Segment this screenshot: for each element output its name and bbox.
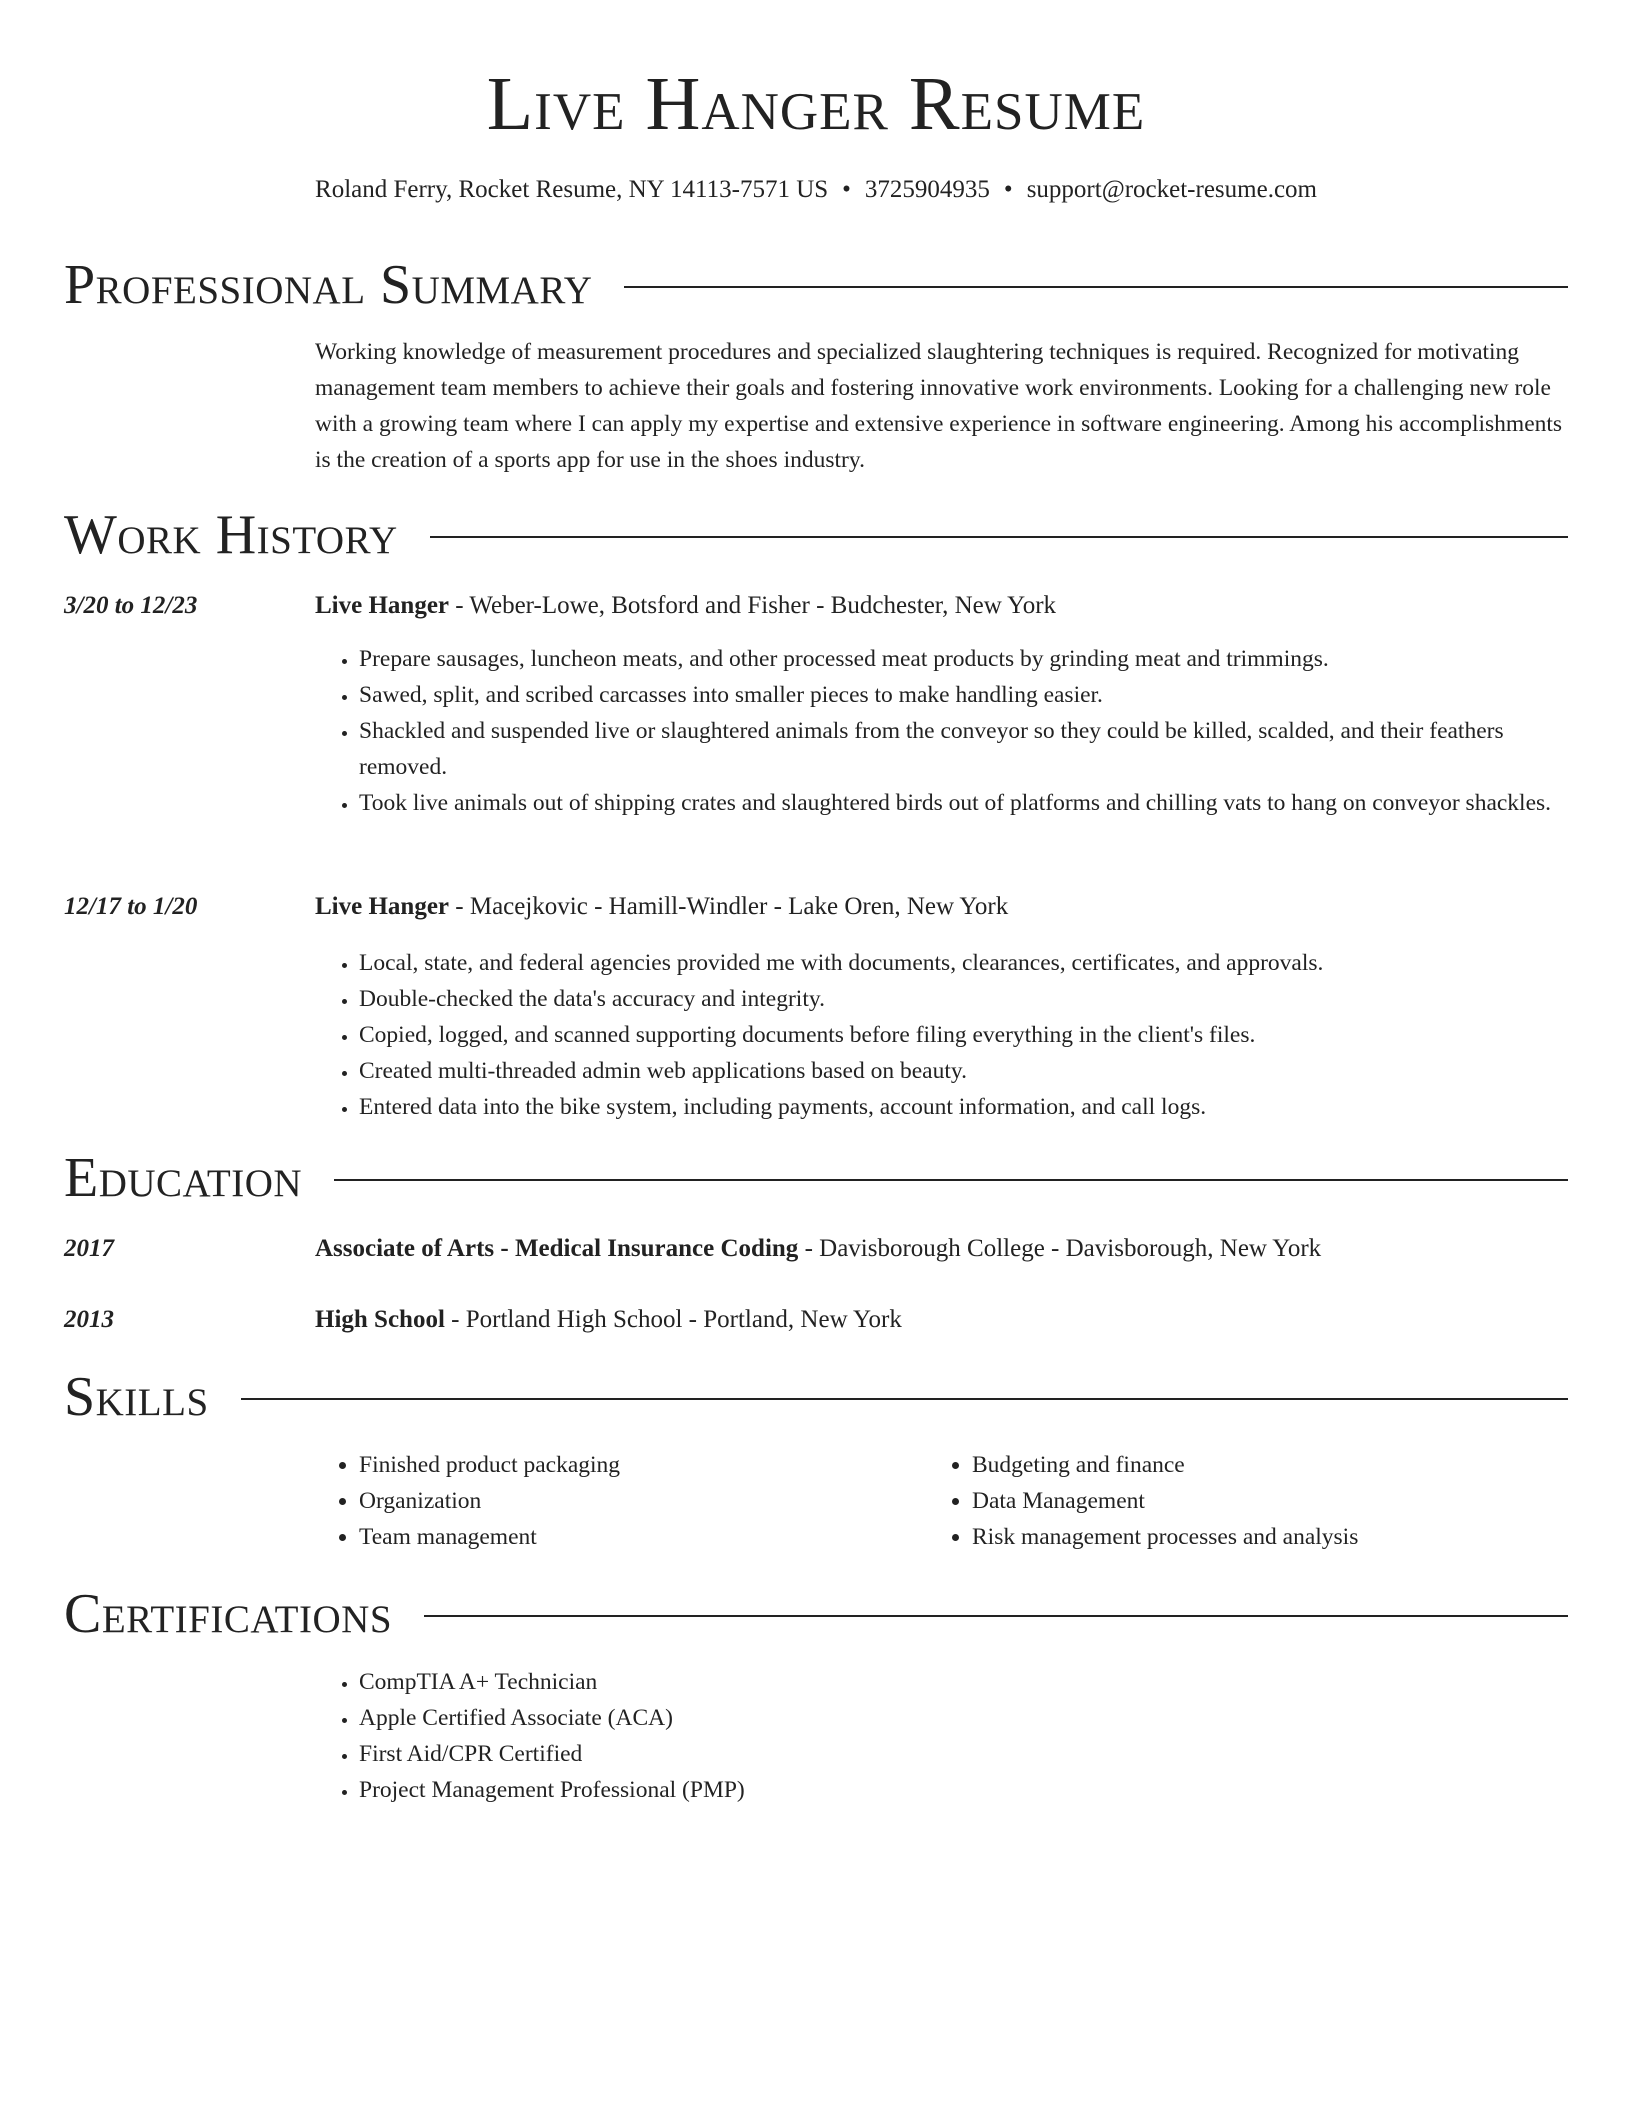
list-item: • Double-checked the data's accuracy and integrity. xyxy=(359,981,1568,1017)
education-entry-degree: Associate of Arts - Medical Insurance Coding xyxy=(315,1235,799,1262)
contact-address: Roland Ferry, Rocket Resume, NY 14113-7571 US xyxy=(315,176,829,203)
contact-phone: 3725904935 xyxy=(864,176,990,203)
list-item: • Project Management Professional (PMP) xyxy=(359,1772,1568,1808)
list-item: • First Aid/CPR Certified xyxy=(359,1736,1568,1772)
education-section-header xyxy=(64,1145,1568,1211)
certifications-list xyxy=(315,1664,1568,1808)
education-entry-degree: High School xyxy=(315,1306,445,1333)
summary-text: Working knowledge of measurement procedures and specialized slaughtering techniques is required. Recognized for motivating management team members to achieve their goals and fostering innovative work environments. Looking for a challenging new role with a growing team where I can apply my expertise and extensive experience in software engineering. Among his accomplishments is the creation of a sports app for use in the shoes industry. xyxy=(315,339,1563,473)
section-divider xyxy=(424,1615,1568,1617)
work-entry-details: - Weber-Lowe, Botsford and Fisher - Budchester, New York xyxy=(449,592,1057,619)
work-entry-title: Live Hanger xyxy=(315,893,450,920)
list-item: • Prepare sausages, luncheon meats, and other processed meat products by grinding meat and trimmings. xyxy=(359,641,1568,677)
work-entry-details: - Macejkovic - Hamill-Windler - Lake Oren, New York xyxy=(449,893,1009,920)
contact-line xyxy=(64,173,1568,207)
list-item: • Team management xyxy=(359,1519,915,1555)
work-section-title: Work History xyxy=(64,504,398,566)
list-item: • CompTIA A+ Technician xyxy=(359,1664,1568,1700)
certifications-section-header xyxy=(64,1581,1568,1647)
list-item: • Organization xyxy=(359,1483,915,1519)
contact-separator: • xyxy=(1003,176,1013,203)
section-divider xyxy=(430,536,1568,538)
list-item: • Local, state, and federal agencies provided me with documents, clearances, certificates, and approvals. xyxy=(359,945,1568,981)
work-entry-bullets xyxy=(315,641,1568,821)
education-entry-details: - Davisborough College - Davisborough, New York xyxy=(798,1235,1322,1262)
skills-list-right xyxy=(928,1447,1528,1555)
certifications-section-title: Certifications xyxy=(64,1583,393,1645)
section-divider xyxy=(334,1179,1568,1181)
work-entry-title: Live Hanger xyxy=(315,592,450,619)
skills-section-title: Skills xyxy=(64,1366,209,1428)
contact-separator: • xyxy=(842,176,851,203)
education-entry-heading xyxy=(315,1232,1568,1266)
list-item: • Entered data into the bike system, including payments, account information, and call logs. xyxy=(359,1089,1568,1125)
education-entry-heading xyxy=(315,1303,1568,1337)
list-item: • Took live animals out of shipping crates and slaughtered birds out of platforms and chilling vats to hang on conveyor shackles. xyxy=(359,785,1568,821)
work-entry-heading xyxy=(315,589,1568,623)
contact-email: support@rocket-resume.com xyxy=(1026,176,1317,203)
list-item: • Shackled and suspended live or slaughtered animals from the conveyor so they could be killed, scalded, and their feathers removed. xyxy=(359,713,1568,785)
section-divider xyxy=(624,286,1568,288)
education-entry-year: 2017 xyxy=(64,1235,114,1262)
work-entry-bullets xyxy=(315,945,1568,1125)
work-entry-dates: 3/20 to 12/23 xyxy=(64,592,198,619)
list-item: • Budgeting and finance xyxy=(972,1447,1528,1483)
section-divider xyxy=(241,1398,1568,1400)
summary-section-title: Professional Summary xyxy=(64,254,593,316)
list-item: • Apple Certified Associate (ACA) xyxy=(359,1700,1568,1736)
work-entry-dates: 12/17 to 1/20 xyxy=(64,893,198,920)
list-item: • Risk management processes and analysis xyxy=(972,1519,1528,1555)
summary-section-header xyxy=(64,252,1568,318)
list-item: • Finished product packaging xyxy=(359,1447,915,1483)
education-entry-year: 2013 xyxy=(64,1306,114,1333)
list-item: • Data Management xyxy=(972,1483,1528,1519)
education-section-title: Education xyxy=(64,1147,303,1209)
skills-list-left xyxy=(315,1447,915,1555)
work-section-header xyxy=(64,502,1568,568)
list-item: • Sawed, split, and scribed carcasses into smaller pieces to make handling easier. xyxy=(359,677,1568,713)
skills-section-header xyxy=(64,1364,1568,1430)
resume-title: Live Hanger Resume xyxy=(486,62,1146,146)
work-entry-heading xyxy=(315,890,1568,924)
list-item: • Created multi-threaded admin web applications based on beauty. xyxy=(359,1053,1568,1089)
list-item: • Copied, logged, and scanned supporting documents before filing everything in the client's files. xyxy=(359,1017,1568,1053)
education-entry-details: - Portland High School - Portland, New York xyxy=(444,1306,902,1333)
